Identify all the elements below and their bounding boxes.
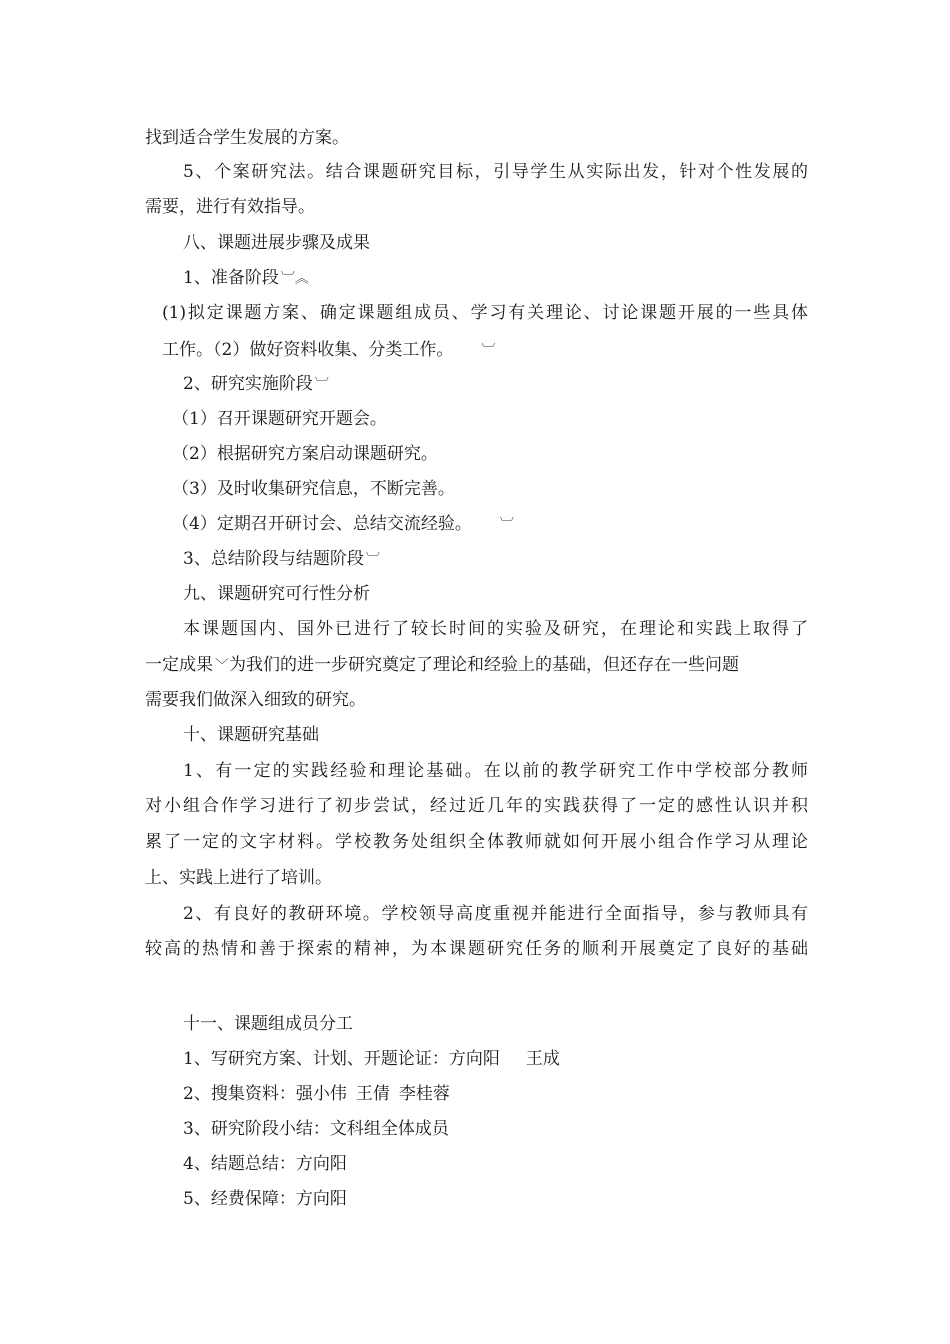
paragraph-line [162, 338, 495, 362]
stage-heading-1 [183, 266, 309, 290]
edit-mark-icon: ︺ [314, 377, 329, 393]
list-item-text: （4）定期召开研讨会、总结交流经验。 [172, 514, 472, 534]
list-item: （3）及时收集研究信息，不断完善。 [172, 479, 455, 499]
edit-mark-icon: ︺ [365, 552, 380, 568]
member-name: 王倩 [355, 1084, 390, 1104]
section-heading-10: 十、课题研究基础 [183, 725, 319, 745]
paragraph-text: 工作。（2）做好资料收集、分类工作。 [162, 340, 454, 360]
member-row: 4、结题总结：方向阳 [183, 1154, 347, 1174]
section-heading-9: 九、课题研究可行性分析 [183, 584, 370, 604]
paragraph-line: 需要我们做深入细致的研究。 [145, 690, 366, 710]
stage-heading-text: 2、研究实施阶段 [183, 374, 313, 394]
paragraph-line [145, 653, 739, 677]
member-name: 王成 [525, 1049, 560, 1069]
stage-heading-text: 1、准备阶段 [183, 268, 279, 288]
list-item [172, 512, 514, 536]
paragraph-line: 本课题国内、国外已进行了较长时间的实验及研究，在理论和实践上取得了 [183, 619, 808, 639]
member-row: 5、经费保障：方向阳 [183, 1189, 347, 1209]
member-name: 李桂蓉 [398, 1084, 450, 1104]
paragraph-text: 为我们的进一步研究奠定了理论和经验上的基础，但还存在一些问题 [229, 655, 739, 675]
edit-mark-icon: ︺ [481, 343, 496, 359]
member-row: 3、研究阶段小结：文科组全体成员 [183, 1119, 449, 1139]
section-heading-8: 八、课题进展步骤及成果 [183, 233, 370, 253]
paragraph-line: 上、实践上进行了培训。 [145, 868, 332, 888]
paragraph-line: 较高的热情和善于探索的精神，为本课题研究任务的顺利开展奠定了良好的基础 [145, 939, 808, 959]
edit-mark-icon: ﹀ [215, 658, 229, 674]
paragraph-line: 1、有一定的实践经验和理论基础。在以前的教学研究工作中学校部分教师 [183, 761, 808, 781]
paragraph-line: (1)拟定课题方案、确定课题组成员、学习有关理论、讨论课题开展的一些具体 [162, 303, 808, 323]
stage-heading-text: 3、总结阶段与结题阶段 [183, 549, 364, 569]
paragraph-line: 5、个案研究法。结合课题研究目标，引导学生从实际出发，针对个性发展的 [183, 162, 808, 182]
paragraph-line: 累了一定的文字材料。学校教务处组织全体教师就如何开展小组合作学习从理论 [145, 832, 808, 852]
edit-mark-icon: ︺ [499, 517, 514, 533]
member-row [183, 1047, 560, 1071]
list-item: （2）根据研究方案启动课题研究。 [172, 444, 438, 464]
stage-heading-3 [183, 547, 380, 571]
member-row [183, 1082, 450, 1106]
paragraph-line: 对小组合作学习进行了初步尝试，经过近几年的实践获得了一定的感性认识并积 [145, 796, 808, 816]
member-role-text: 1、写研究方案、计划、开题论证：方向阳 [183, 1049, 500, 1069]
paragraph-line: 找到适合学生发展的方案。 [145, 128, 349, 148]
list-item: （1）召开课题研究开题会。 [172, 409, 387, 429]
edit-mark-icon: ︺︽ [280, 271, 309, 287]
stage-heading-2 [183, 372, 329, 396]
paragraph-line: 2、有良好的教研环境。学校领导高度重视并能进行全面指导，参与教师具有 [183, 904, 808, 924]
paragraph-text: 一定成果 [145, 655, 213, 675]
section-heading-11: 十一、课题组成员分工 [183, 1014, 353, 1034]
paragraph-line: 需要，进行有效指导。 [145, 197, 315, 217]
member-role-text: 2、搜集资料：强小伟 [183, 1084, 347, 1104]
